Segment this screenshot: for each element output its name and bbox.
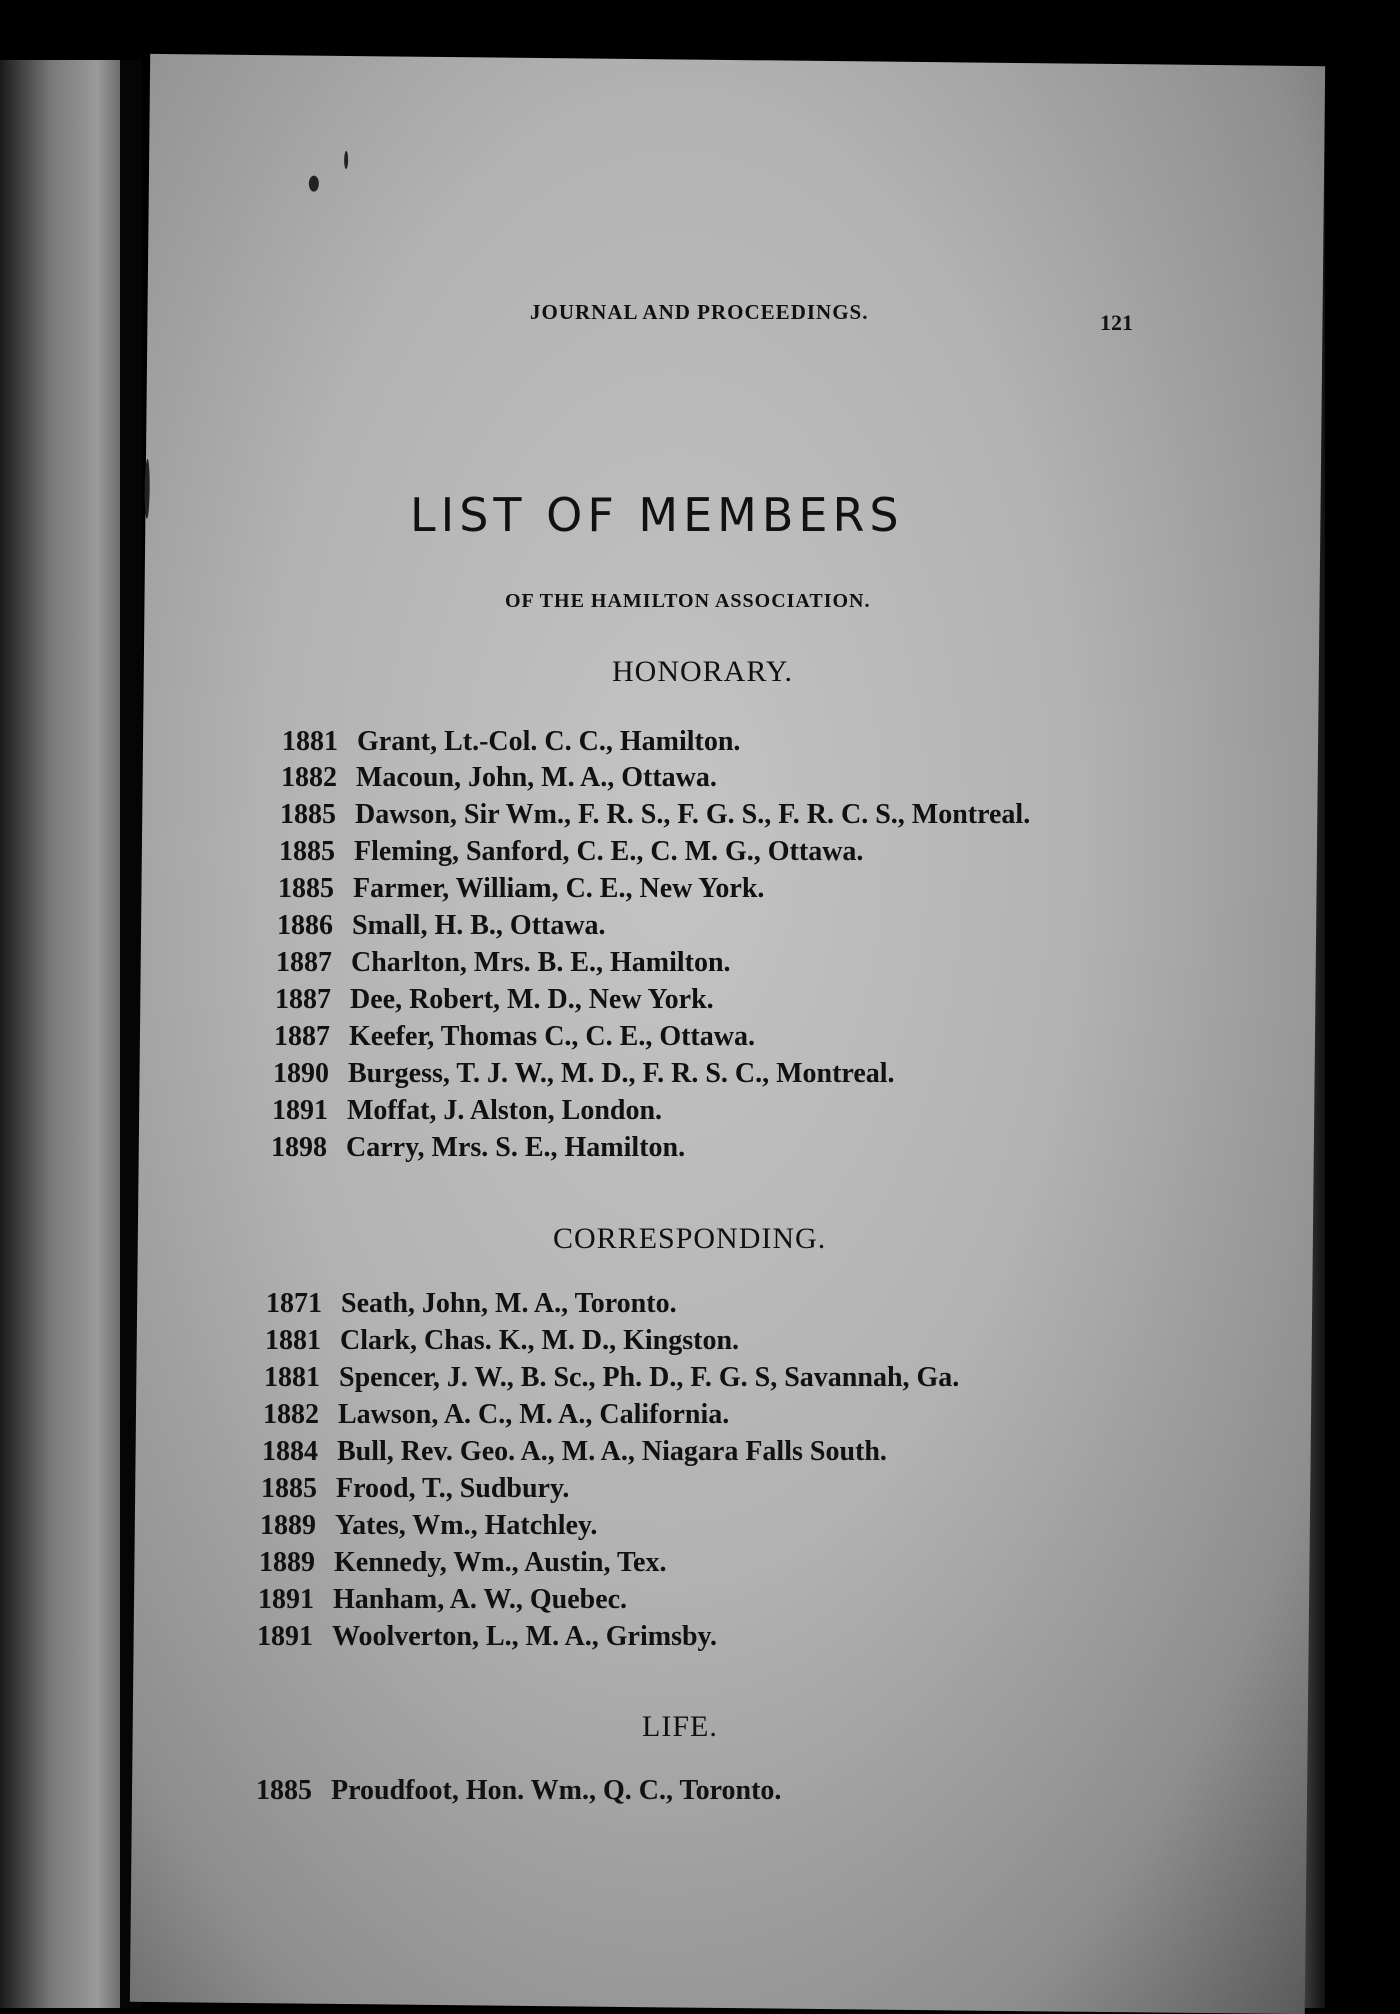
member-entry xyxy=(275,984,714,1016)
entry-year: 1871 xyxy=(266,1288,322,1319)
entry-name: Grant, Lt.-Col. C. C., Hamilton. xyxy=(357,726,741,757)
entry-year: 1887 xyxy=(274,1021,330,1052)
member-entry xyxy=(263,1399,729,1431)
member-entry xyxy=(256,1775,781,1807)
entry-year: 1882 xyxy=(263,1399,319,1430)
page-number: 121 xyxy=(1100,310,1133,335)
entry-year: 1885 xyxy=(278,873,334,904)
entry-year: 1885 xyxy=(256,1775,312,1806)
member-entry xyxy=(259,1547,666,1579)
entry-year: 1898 xyxy=(271,1132,327,1163)
entry-name: Woolverton, L., M. A., Grimsby. xyxy=(332,1621,717,1652)
entry-year: 1885 xyxy=(280,799,336,830)
member-entry xyxy=(257,1621,717,1653)
running-head: JOURNAL AND PROCEEDINGS. xyxy=(530,300,869,324)
entry-name: Burgess, T. J. W., M. D., F. R. S. C., Montreal. xyxy=(348,1058,895,1089)
member-entry xyxy=(282,726,740,758)
member-entry xyxy=(280,799,1030,831)
entry-year: 1881 xyxy=(282,726,338,757)
member-entry xyxy=(265,1325,739,1357)
member-entry xyxy=(277,910,606,942)
entry-name: Charlton, Mrs. B. E., Hamilton. xyxy=(351,947,731,978)
facing-page-edge xyxy=(0,60,130,2008)
member-entry xyxy=(279,836,863,868)
entry-name: Keefer, Thomas C., C. E., Ottawa. xyxy=(349,1021,755,1052)
entry-year: 1891 xyxy=(257,1621,313,1652)
entry-year: 1881 xyxy=(264,1362,320,1393)
entry-name: Kennedy, Wm., Austin, Tex. xyxy=(334,1547,667,1578)
member-entry xyxy=(278,873,764,905)
entry-year: 1887 xyxy=(276,947,332,978)
entry-name: Bull, Rev. Geo. A., M. A., Niagara Falls South. xyxy=(337,1436,887,1467)
entry-name: Spencer, J. W., B. Sc., Ph. D., F. G. S, Savannah, Ga. xyxy=(339,1362,960,1393)
entry-name: Moffat, J. Alston, London. xyxy=(347,1095,663,1126)
entry-name: Seath, John, M. A., Toronto. xyxy=(341,1288,677,1319)
entry-year: 1886 xyxy=(277,910,333,941)
entry-name: Carry, Mrs. S. E., Hamilton. xyxy=(346,1132,686,1163)
entry-name: Dee, Robert, M. D., New York. xyxy=(350,984,714,1015)
member-entry xyxy=(274,1021,755,1053)
entry-name: Clark, Chas. K., M. D., Kingston. xyxy=(340,1325,740,1356)
print-speck xyxy=(309,176,319,192)
member-entry xyxy=(262,1436,887,1468)
print-speck xyxy=(144,459,150,519)
entry-year: 1891 xyxy=(258,1584,314,1615)
entry-year: 1882 xyxy=(281,762,337,793)
member-entry xyxy=(264,1362,959,1394)
member-entry xyxy=(273,1058,895,1090)
entry-name: Macoun, John, M. A., Ottawa. xyxy=(356,762,717,793)
member-entry xyxy=(260,1510,597,1542)
entry-name: Lawson, A. C., M. A., California. xyxy=(338,1399,730,1430)
member-entry xyxy=(266,1288,677,1320)
member-entry xyxy=(271,1132,685,1164)
entry-name: Small, H. B., Ottawa. xyxy=(352,910,606,941)
entry-name: Dawson, Sir Wm., F. R. S., F. G. S., F. R. C. S., Montreal. xyxy=(355,799,1031,830)
section-heading-honorary: HONORARY. xyxy=(612,655,793,688)
section-heading-life: LIFE. xyxy=(642,1710,718,1743)
member-entry xyxy=(258,1584,627,1616)
member-entry xyxy=(281,762,717,794)
member-entry xyxy=(261,1473,569,1505)
entry-name: Frood, T., Sudbury. xyxy=(336,1473,570,1504)
entry-name: Fleming, Sanford, C. E., C. M. G., Ottawa. xyxy=(354,836,864,867)
member-entry xyxy=(276,947,731,979)
page-title: LIST OF MEMBERS xyxy=(410,488,904,542)
entry-name: Proudfoot, Hon. Wm., Q. C., Toronto. xyxy=(331,1775,782,1806)
section-heading-corresponding: CORRESPONDING. xyxy=(553,1222,827,1255)
entry-name: Yates, Wm., Hatchley. xyxy=(335,1510,598,1541)
print-speck xyxy=(344,151,348,169)
entry-year: 1887 xyxy=(275,984,331,1015)
entry-year: 1885 xyxy=(279,836,335,867)
page-subtitle: OF THE HAMILTON ASSOCIATION. xyxy=(505,590,871,612)
entry-year: 1881 xyxy=(265,1325,321,1356)
entry-year: 1891 xyxy=(272,1095,328,1126)
entry-name: Hanham, A. W., Quebec. xyxy=(333,1584,628,1615)
entry-year: 1889 xyxy=(259,1547,315,1578)
entry-year: 1884 xyxy=(262,1436,318,1467)
entry-year: 1885 xyxy=(261,1473,317,1504)
member-entry xyxy=(272,1095,662,1127)
entry-year: 1889 xyxy=(260,1510,316,1541)
entry-name: Farmer, William, C. E., New York. xyxy=(353,873,765,904)
entry-year: 1890 xyxy=(273,1058,329,1089)
